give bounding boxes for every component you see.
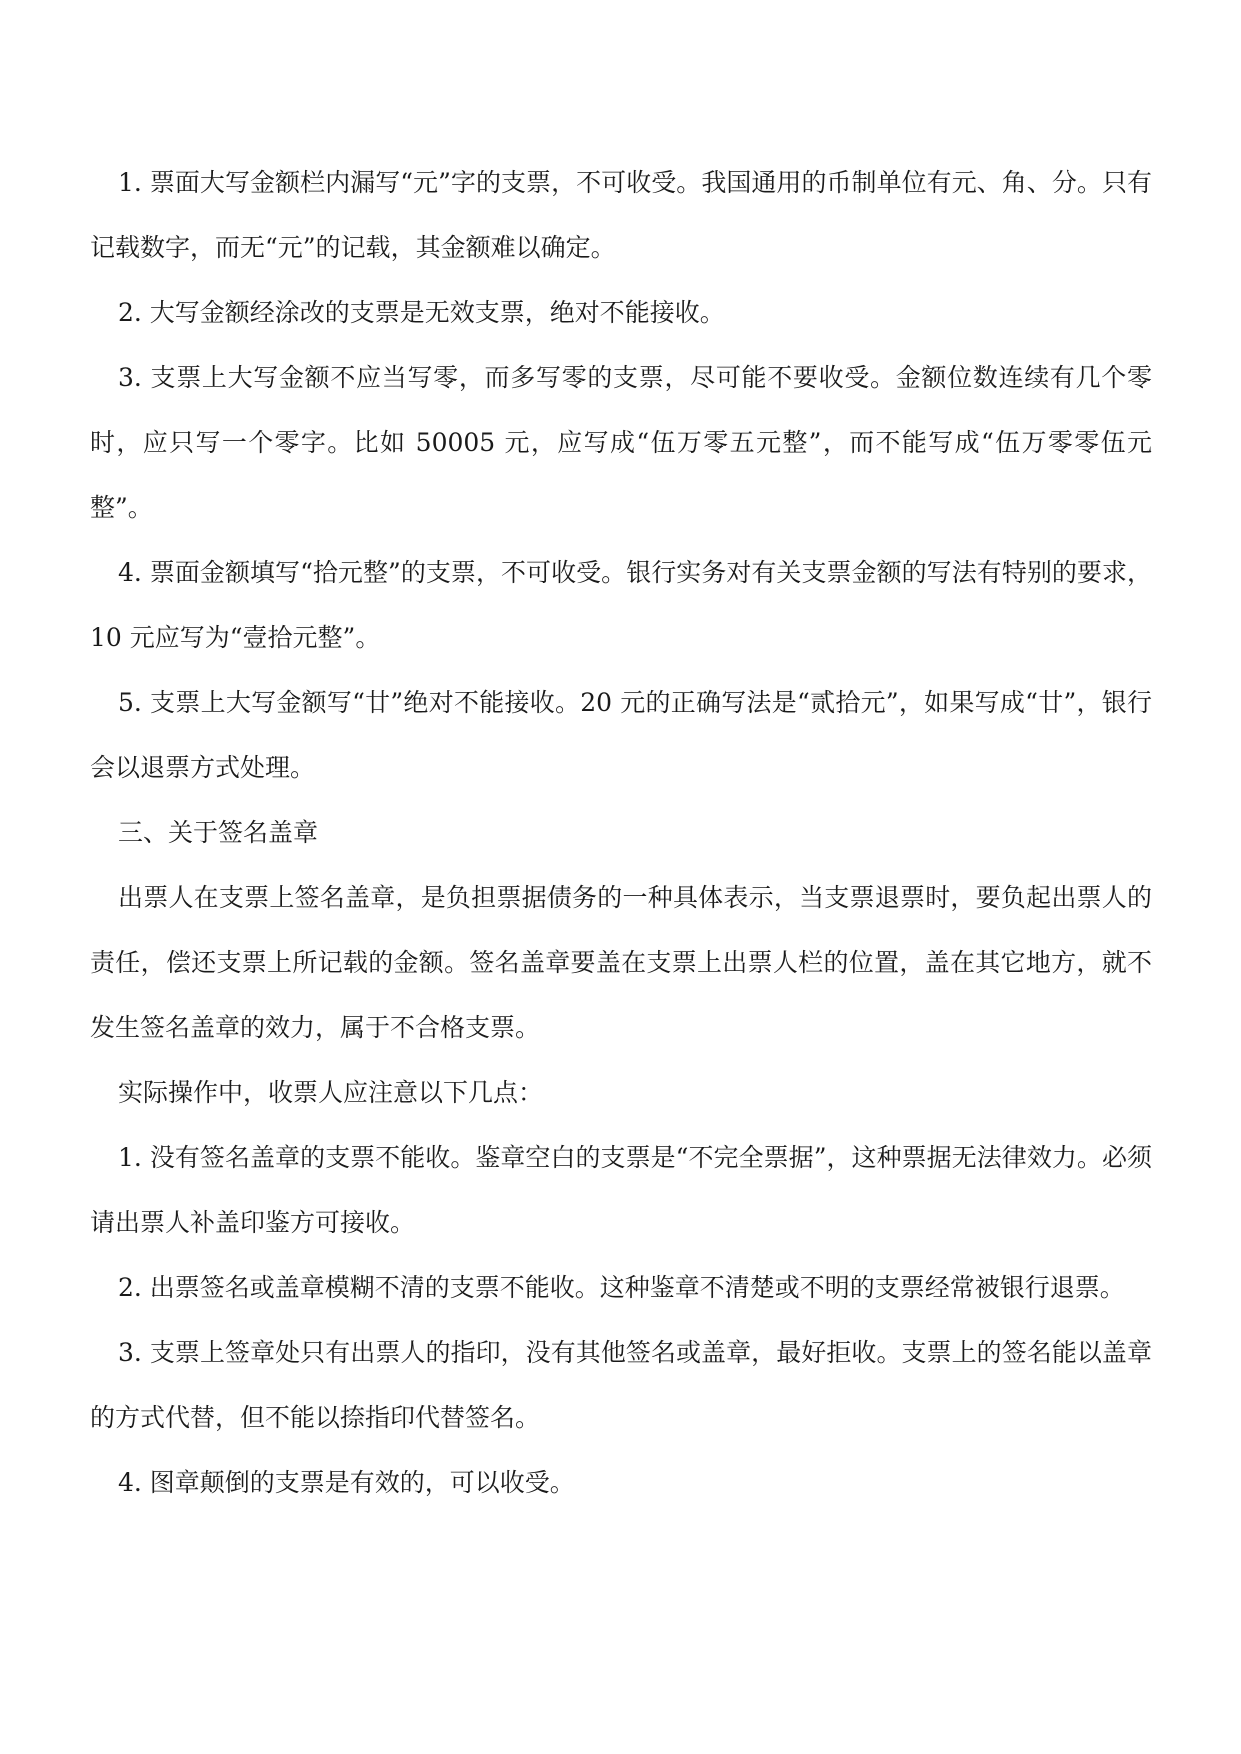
paragraph-fingerprint: 3. 支票上签章处只有出票人的指印，没有其他签名或盖章，最好拒收。支票上的签名能以盖章的方式代替，但不能以捺指印代替签名。 (90, 1338, 1152, 1432)
paragraph-nian: 5. 支票上大写金额写“廿”绝对不能接收。20 元的正确写法是“贰拾元”，如果写成“廿”，银行会以退票方式处理。 (90, 688, 1152, 782)
paragraph-missing-yuan: 1. 票面大写金额栏内漏写“元”字的支票，不可收受。我国通用的币制单位有元、角、分。只有记载数字，而无“元”的记载，其金额难以确定。 (90, 168, 1152, 262)
paragraph-altered-amount: 2. 大写金额经涂改的支票是无效支票，绝对不能接收。 (118, 298, 725, 327)
document-body (90, 150, 1152, 1515)
paragraph-practice-intro: 实际操作中，收票人应注意以下几点： (118, 1078, 544, 1107)
paragraph-upside-down-seal: 4. 图章颠倒的支票是有效的，可以收受。 (118, 1468, 575, 1497)
paragraph-signature-intro: 出票人在支票上签名盖章，是负担票据债务的一种具体表示，当支票退票时，要负起出票人的责任，偿还支票上所记载的金额。签名盖章要盖在支票上出票人栏的位置，盖在其它地方，就不发生签名盖章的效力，属于不合格支票。 (90, 883, 1152, 1042)
paragraph-extra-zeros: 3. 支票上大写金额不应当写零，而多写零的支票，尽可能不要收受。金额位数连续有几个零时，应只写一个零字。比如 50005 元，应写成“伍万零五元整”，而不能写成“伍万零零伍元整”。 (90, 363, 1152, 522)
paragraph-blurred-signature: 2. 出票签名或盖章模糊不清的支票不能收。这种鉴章不清楚或不明的支票经常被银行退票。 (118, 1273, 1125, 1302)
section-heading-signature: 三、关于签名盖章 (118, 818, 319, 847)
paragraph-no-signature: 1. 没有签名盖章的支票不能收。鉴章空白的支票是“不完全票据”，这种票据无法律效力。必须请出票人补盖印鉴方可接收。 (90, 1143, 1152, 1237)
paragraph-shi-yuan: 4. 票面金额填写“拾元整”的支票，不可收受。银行实务对有关支票金额的写法有特别的要求，10 元应写为“壹拾元整”。 (90, 558, 1152, 652)
